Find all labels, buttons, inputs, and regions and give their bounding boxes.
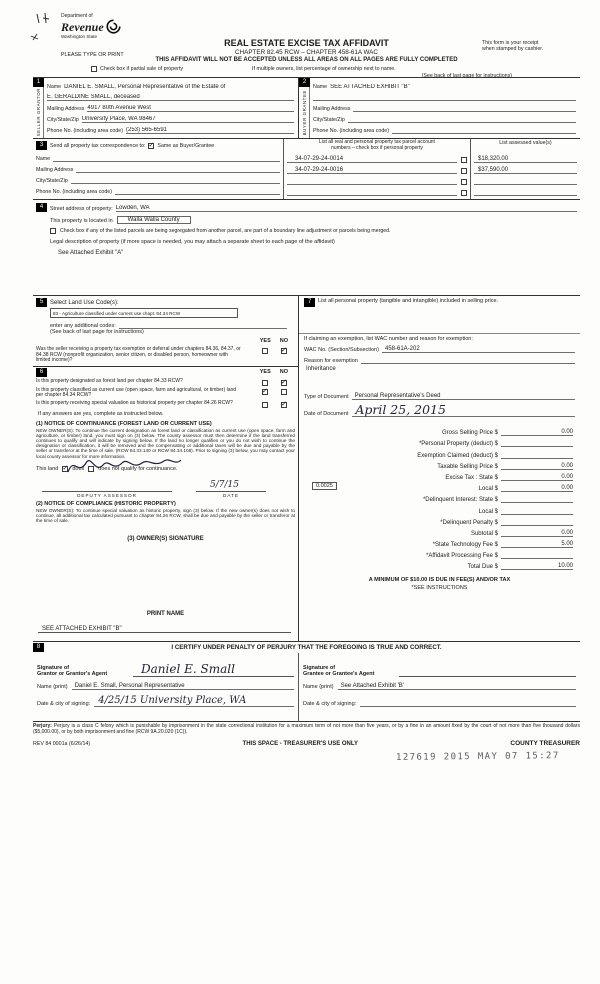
certification-section (33, 642, 580, 722)
land-prefix: This land (36, 465, 59, 472)
section-2-number: 2 (299, 78, 310, 87)
if-yes-note: If any answers are yes, complete as instructed below. (38, 410, 164, 417)
grantor-name-print-label: Name (print) (37, 684, 68, 690)
street-address-label: Street address of property: (50, 206, 113, 212)
seller-name-label: Name (47, 84, 62, 90)
land-use-code-box: 83 - Agriculture classified under current use chapt. 84.34 RCW (50, 308, 238, 318)
historic-no-checkbox (281, 402, 287, 408)
tax-computation-section (298, 296, 580, 641)
county-treasurer-label: COUNTY TREASURER (510, 740, 580, 747)
property-location-section (33, 200, 580, 296)
grantor-sig-label-1: Signature of (37, 664, 70, 671)
wac-value: 458-61A-202 (382, 346, 575, 353)
grantee-name-print-value: See Attached Exhibit 'B' (338, 683, 576, 690)
personal-property-checkbox (461, 168, 467, 174)
personal-property-checkbox (461, 157, 467, 163)
seller-address-value: 4917 80th Avenue West (87, 105, 294, 112)
grantee-date-city-label: Date & city of signing: (303, 701, 357, 707)
grantor-date-city-value: 4/25/15 University Place, WA (94, 695, 294, 707)
owners-signature-label: (3) OWNER(S) SIGNATURE (127, 536, 204, 543)
legal-description-label: Legal description of property (if more space is needed, you may attach a separate sheet to each page of the affidavit) (50, 239, 335, 245)
partial-sale-row (91, 66, 396, 72)
forest-yes-checkbox (262, 380, 268, 386)
seller-name-value: DANIEL E. SMALL, Personal Representative of the Estate of (64, 84, 226, 90)
segregated-label: Check box if any of the listed parcels are being segregated from another parcel, are part of a boundary line adjustment or parcels being merged. (60, 228, 391, 234)
see-back-note: (See back of last page for instructions) (421, 73, 512, 79)
excise-tax-local: 0.00 (501, 485, 573, 492)
located-in-label: This property is located in (50, 217, 113, 224)
exemption-question-row (36, 346, 295, 365)
doc-date-label: Date of Document (304, 411, 349, 417)
logo-state-text: Washington State (61, 34, 98, 39)
section-3-number: 3 (36, 141, 47, 150)
historic-yes-checkbox (262, 402, 268, 408)
grantor-date-city-label: Date & city of signing: (37, 701, 91, 707)
doc-type-value: Personal Representative's Deed (352, 393, 575, 400)
assessed-value: $37,590.00 (474, 167, 577, 174)
grantor-signature-block (33, 653, 298, 722)
buyer-city-label: City/State/Zip (313, 117, 345, 123)
parcel-row (287, 152, 467, 163)
land-use-label: Select Land Use Code(s): (50, 299, 119, 306)
deputy-signature-row (36, 479, 295, 492)
street-address-value: Lowden, WA (116, 205, 577, 212)
see-back-note-2: (See back of last page for instructions) (50, 329, 144, 335)
deputy-date-handwritten: 5/7/15 (210, 479, 239, 490)
corr-address-label: Mailing Address (36, 167, 74, 173)
excise-tax-state: 0.00 (501, 474, 573, 481)
section-8-number: 8 (33, 643, 44, 652)
exemption-question: Was the seller receiving a property tax exemption or deferral under chapters 84.36, 84.37, or 84.38 RCW (nonprofit organization, senior citizen, or disabled person, homeowner with limited income)? (36, 346, 241, 363)
doc-type-label: Type of Document (304, 394, 349, 400)
personal-property-checkbox (461, 179, 467, 185)
yes-header: YES (259, 338, 271, 344)
parcel-number: 34-07-29-24-0014 (287, 156, 457, 163)
continuance-section (33, 366, 298, 642)
perjury-text: Perjury is a class C felony which is punishable by imprisonment in the state correctional institution for a maximum term of not more than five years, or by a fine in an amount fixed by the court of not more than five thousand dollars ($5,000.00), or by both imprisonment and fine (RCW 9A.20.020 (1C)). (33, 723, 580, 735)
parcel-number: 34-07-29-24-0016 (287, 167, 457, 174)
buyer-name-value: SEE ATTACHED EXHIBIT "B" (330, 84, 410, 90)
dor-logo (61, 13, 171, 39)
parcel-row (287, 163, 467, 174)
treasurer-space-label: THIS SPACE - TREASURER'S USE ONLY (242, 741, 358, 747)
deputy-assessor-label: DEPUTY ASSESSOR (77, 492, 137, 498)
notice-continuance-text: NEW OWNER(S): To continue the current designation as forest land or classification as current use (open space, farm and agriculture, or timber) land, you must sign on (3) below. The county assessor must then determine if the land transferred continues to qualify and will indicate by signing below. If the land no longer qualifies or you do not wish to continue the designation or classification, it will be removed and the compensating or additional taxes will be due and payable by the seller or transferor at the time of sale. (RCW 84.33.140 or RCW 84.34.108). Prior to signing (3) below, you may contact your local county assessor for more information. (36, 427, 295, 459)
assessed-value: $18,320.00 (474, 156, 577, 163)
current-use-yes-checkbox (262, 389, 268, 395)
additional-codes-label: enter any additional codes: (50, 323, 116, 329)
dor-swirl-icon (106, 19, 121, 34)
taxable-selling-price: 0.00 (501, 463, 573, 470)
print-name-label: PRINT NAME (146, 611, 185, 617)
grantee-sig-label-2: Grantee or Grantee's Agent (303, 670, 375, 677)
seller-phone-label: Phone No. (including area code) (47, 128, 123, 134)
buyer-phone-label: Phone No. (including area code) (313, 128, 389, 134)
grantee-signature-block (298, 653, 580, 722)
grantee-sig-label-1: Signature of (303, 664, 336, 671)
personal-property-label: List all personal property (tangible and intangible) included in selling price. (318, 298, 499, 304)
no-header: NO (279, 338, 288, 344)
reason-value: Inheritance (306, 366, 336, 372)
buyer-address-label: Mailing Address (313, 106, 351, 112)
section-5-number: 5 (36, 298, 47, 307)
current-use-question-row: Is this property classified as current use (open space, farm and agricultural, or timber) land per chapter 84.34 RCW? ✓ (36, 387, 295, 400)
chapter-line: CHAPTER 82.45 RCW – CHAPTER 458-61A WAC (235, 49, 378, 56)
land-use-section (33, 296, 298, 366)
partial-sale-label: Check box if partial sale of property (100, 66, 184, 72)
seller-city-value: University Place, WA 98467 (82, 116, 294, 123)
logo-revenue-text: Revenue (61, 19, 104, 34)
no-header: NO (279, 368, 288, 375)
assessed-values-header: List assessed value(s) (499, 140, 552, 146)
parcel-row (287, 174, 467, 185)
parties-section (33, 77, 580, 139)
historic-question-row: Is this property receiving special valuation as historical property per chapter 84.26 RCW? ✓ (36, 400, 295, 409)
state-technology-fee: 5.00 (501, 541, 573, 548)
exemption-intro: If claiming an exemption, list WAC number and reason for exemption: (304, 336, 473, 342)
parcel-row (287, 185, 467, 196)
deputy-signature-line (42, 482, 172, 492)
deputy-assessor-signature (64, 454, 184, 478)
minimum-due-note: A MINIMUM OF $10.00 IS DUE IN FEE(S) AND/OR TAX (368, 577, 511, 584)
legal-description-value: See Attached Exhibit "A" (58, 250, 124, 256)
seller-phone-value: (253) 565-6591 (126, 127, 294, 134)
county-value: Walla Walla County (117, 216, 191, 224)
receipt-note: This form is your receipt when stamped by cashier. (482, 40, 544, 52)
partial-sale-checkbox (91, 66, 97, 72)
exemption-yes-checkbox (262, 348, 268, 354)
continuance-qualify-row (36, 464, 295, 474)
same-as-buyer-label: Same as Buyer/Grantee (157, 142, 215, 149)
forest-land-question-row: Is this property designated as forest land per chapter 84.33 RCW? ✓ (36, 378, 295, 387)
reason-label: Reason for exemption (304, 358, 358, 364)
owners-exhibit-value: SEE ATTACHED EXHIBIT "B" (38, 626, 291, 633)
buyer-grantee-side-label: BUYER GRANTEE (301, 89, 307, 136)
corr-name-label: Name (36, 156, 51, 162)
personal-property-checkbox (461, 190, 467, 196)
seller-name-value-2: E. GERALDINE SMALL, deceased (47, 94, 294, 101)
form-title: REAL ESTATE EXCISE TAX AFFIDAVIT (224, 38, 389, 48)
grantee-date-city-value (360, 706, 576, 707)
grantor-name-print-value: Daniel E. Small, Personal Representative (72, 683, 294, 690)
perjury-label: Perjury: (33, 723, 52, 729)
parcel-numbers-header: List all real and personal property tax parcel account numbers – check box if personal property (319, 139, 435, 151)
grantor-sig-label-2: Grantor or Grantor's Agent (37, 670, 108, 677)
date-label: DATE (223, 492, 239, 498)
perjury-paragraph (33, 724, 580, 736)
does-label: does (72, 465, 85, 472)
seller-grantor-block (33, 78, 298, 138)
seller-city-label: City/State/Zip (47, 117, 79, 123)
segregated-checkbox (50, 228, 56, 234)
corr-city-label: City/State/Zip (36, 178, 68, 184)
doc-date-value: April 25, 2015 (352, 403, 575, 417)
footer-row (33, 740, 580, 747)
section-6-number: 6 (36, 368, 47, 377)
section-7-number: 7 (304, 298, 315, 307)
total-due: 10.00 (501, 563, 573, 570)
money-lines: Gross Selling Price $ 0.00 *Personal Property (deduct) $ Exemption Claimed (deduct) $ Taxable Selling Price $ 0.00 Excise Tax : State $ 0.00 0.0025 Local $ 0.00 *Delinquent Interest: State $ Local $ *Delinquent Penalty $ Subtotal $ 0.00 *State Technology Fee $ 5.00 *Affidavit Processing Fee $ Total Due $ 10.00 (304, 425, 575, 570)
wac-label: WAC No. (Section/Subsection) (304, 347, 379, 353)
same-as-buyer-checkbox (148, 143, 154, 149)
current-use-no-checkbox (281, 389, 287, 395)
buyer-phone-value (392, 133, 576, 134)
buyer-grantee-block (298, 78, 580, 138)
corr-phone-label: Phone No. (including area code) (36, 189, 112, 195)
tax-correspondence-section (33, 139, 580, 200)
buyer-name-label: Name (313, 84, 328, 90)
middle-sections (33, 296, 580, 642)
section-1-number: 1 (33, 78, 44, 87)
send-correspondence-label: Send all property tax correspondence to: (50, 142, 146, 149)
gross-selling-price: 0.00 (501, 429, 573, 436)
logo-dept-text: Department of (61, 13, 93, 19)
local-rate-box: 0.0025 (312, 482, 337, 490)
exemption-no-checkbox (281, 348, 287, 354)
deputy-date-line (196, 479, 266, 492)
grantor-signature: Daniel E. Small (133, 663, 294, 677)
see-instructions-note: *SEE INSTRUCTIONS (411, 585, 468, 592)
notice-compliance-text: NEW OWNER(S): To continue special valuation as historic property, sign (3) below. If the new owner(s) does not wish to continue, all additional tax calculated pursuant to chapter 84.26 RCW, shall be due and payable by the seller or transferor at the time of sale. (36, 507, 295, 524)
certify-statement: I CERTIFY UNDER PENALTY OF PERJURY THAT THE FOREGOING IS TRUE AND CORRECT. (171, 644, 442, 651)
does-not-label: does not qualify for continuance. (98, 465, 178, 472)
cashier-receipt-stamp: 127619 2015 MAY 07 15:27 (395, 751, 560, 763)
subtotal: 0.00 (501, 530, 573, 537)
seller-address-label: Mailing Address (47, 106, 85, 112)
accept-notice: THIS AFFIDAVIT WILL NOT BE ACCEPTED UNLESS ALL AREAS ON ALL PAGES ARE FULLY COMPLETED (155, 57, 458, 63)
notice-continuance-title: (1) NOTICE OF CONTINUANCE (FOREST LAND OR CURRENT USE) (36, 420, 212, 427)
form-header (33, 10, 580, 77)
rev-code: REV 84 0001a (6/26/14) (33, 741, 91, 747)
yes-header: YES (259, 368, 271, 375)
section-4-number: 4 (36, 203, 47, 212)
notice-compliance-title: (2) NOTICE OF COMPLIANCE (HISTORIC PROPERTY) (36, 500, 176, 507)
seller-grantor-side-label: SELLER GRANTOR (35, 88, 41, 137)
grantee-name-print-label: Name (print) (303, 684, 334, 690)
forest-no-checkbox (281, 380, 287, 386)
multiple-owners-note: If multiple owners, list percentage of ownership next to name. (252, 66, 396, 72)
parcel-number (287, 195, 457, 196)
assessed-value (474, 195, 577, 196)
type-or-print-note: PLEASE TYPE OR PRINT (61, 52, 124, 58)
